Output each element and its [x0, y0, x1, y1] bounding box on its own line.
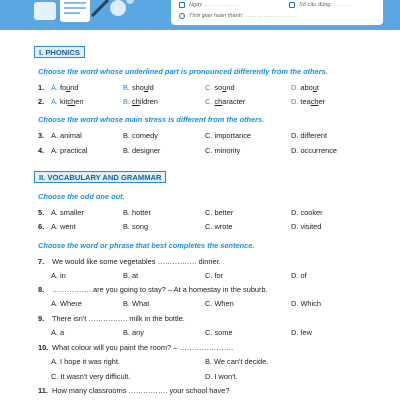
- question-10-options-row1: [38, 357, 388, 367]
- option-b[interactable]: B. What: [123, 299, 150, 308]
- clock-icon: [179, 13, 185, 19]
- info-box: [171, 0, 383, 25]
- option-c[interactable]: C. better: [205, 208, 234, 217]
- option-d[interactable]: D. Which: [291, 299, 321, 308]
- correct-count-row: Số câu đúng: ………: [289, 2, 352, 8]
- instruction: Choose the word whose main stress is different from the others.: [38, 115, 265, 124]
- question-9-options: [38, 328, 388, 338]
- option-d[interactable]: D. of: [291, 271, 307, 280]
- option-c[interactable]: C. for: [205, 271, 224, 280]
- question-8: 8. ……………. are you going to stay? – At a homestay in the suburb.: [38, 285, 268, 294]
- option-d[interactable]: D. occurrence: [291, 146, 338, 155]
- question-6: 6. A. went B. song C. wrote D. visited: [38, 222, 322, 231]
- option-a[interactable]: A. found: [51, 83, 79, 92]
- question-7-options: [38, 271, 388, 281]
- option-a[interactable]: A. kitchen: [51, 97, 84, 106]
- option-a[interactable]: A. a: [51, 328, 65, 337]
- question-8-options: [38, 299, 388, 309]
- option-c[interactable]: C. character: [205, 97, 246, 106]
- question-stem: How many classrooms ……………. your school have?: [52, 386, 230, 395]
- option-c[interactable]: C. sound: [205, 83, 235, 92]
- study-illustration-icon: [30, 0, 140, 28]
- option-b[interactable]: B. song: [123, 222, 149, 231]
- option-a[interactable]: A. went: [51, 222, 76, 231]
- question-11: 11. How many classrooms ……………. your school have?: [38, 386, 230, 395]
- question-1: 1. A. found B. should C. sound D. about: [38, 83, 319, 92]
- question-2: 2. A. kitchen B. children C. character D. teacher: [38, 97, 326, 106]
- option-d[interactable]: D. teacher: [291, 97, 326, 106]
- instruction: Choose the word whose underlined part is pronounced differently from the others.: [38, 67, 328, 76]
- question-3: 3. A. animal B. comedy C. importance D. different: [38, 131, 328, 140]
- option-a[interactable]: A. in: [51, 271, 66, 280]
- question-4: 4. A. practical B. designer C. minority D. occurrence: [38, 146, 338, 155]
- option-c[interactable]: C. minority: [205, 146, 241, 155]
- option-b[interactable]: B. comedy: [123, 131, 158, 140]
- option-a[interactable]: A. I hope it was right.: [51, 357, 121, 366]
- option-c[interactable]: C. When: [205, 299, 234, 308]
- question-stem: We would like some vegetables ……………. dinner.: [52, 257, 221, 266]
- question-stem: ……………. are you going to stay? – At a homestay in the suburb.: [52, 285, 268, 294]
- date-row: Ngày ………………: [179, 2, 239, 8]
- instruction: Choose the odd one out.: [38, 192, 125, 201]
- section-vocabulary-header: II. VOCABULARY AND GRAMMAR: [34, 171, 166, 183]
- option-c[interactable]: C. importance: [205, 131, 252, 140]
- option-d[interactable]: D. cooker: [291, 208, 323, 217]
- question-stem: What colour will you paint the room? – ………………….: [52, 343, 234, 352]
- option-b[interactable]: B. We can't decide.: [205, 357, 269, 366]
- option-c[interactable]: C. some: [205, 328, 233, 337]
- question-9: 9. There isn't ……………. milk in the bottle.: [38, 314, 185, 323]
- option-b[interactable]: B. designer: [123, 146, 161, 155]
- option-a[interactable]: A. smaller: [51, 208, 84, 217]
- option-b[interactable]: B. hotter: [123, 208, 151, 217]
- option-a[interactable]: A. animal: [51, 131, 82, 140]
- option-a[interactable]: A. Where: [51, 299, 82, 308]
- completion-time-row: Thời gian hoàn thành: ………………………: [179, 13, 298, 19]
- option-c[interactable]: C. wrote: [205, 222, 233, 231]
- option-d[interactable]: D. few: [291, 328, 312, 337]
- question-5: 5. A. smaller B. hotter C. better D. cooker: [38, 208, 323, 217]
- calendar-icon: [179, 2, 185, 8]
- option-b[interactable]: B. any: [123, 328, 144, 337]
- instruction: Choose the word or phrase that best completes the sentence.: [38, 241, 255, 250]
- question-10: 10. What colour will you paint the room? – ………………….: [38, 343, 234, 352]
- option-b[interactable]: B. at: [123, 271, 139, 280]
- option-b[interactable]: B. should: [123, 83, 154, 92]
- question-stem: There isn't ……………. milk in the bottle.: [52, 314, 185, 323]
- question-10-options-row2: [38, 372, 388, 382]
- option-d[interactable]: D. visited: [291, 222, 322, 231]
- option-d[interactable]: D. about: [291, 83, 319, 92]
- option-b[interactable]: B. children: [123, 97, 158, 106]
- header-banner: [0, 0, 400, 30]
- option-d[interactable]: D. I won't.: [205, 372, 238, 381]
- option-d[interactable]: D. different: [291, 131, 328, 140]
- option-a[interactable]: A. practical: [51, 146, 88, 155]
- checkbox-icon: [289, 2, 295, 8]
- question-7: 7. We would like some vegetables ……………. dinner.: [38, 257, 221, 266]
- option-c[interactable]: C. It wasn't very difficult.: [51, 372, 131, 381]
- section-phonics-header: I. PHONICS: [34, 46, 85, 58]
